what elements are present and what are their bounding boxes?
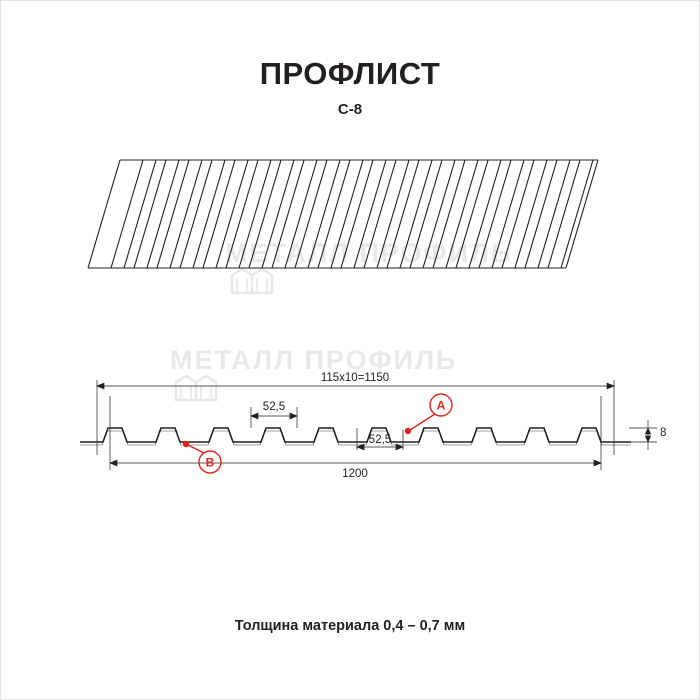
material-thickness-note: Толщина материала 0,4 – 0,7 мм [234,618,466,634]
dim-height-label: 8 [660,427,667,439]
dim-working-width [97,383,614,389]
dim-working-width-label: 115х10=1150 [320,372,390,384]
isometric-sheet-view [0,135,700,315]
cross-section-view [0,350,700,495]
dim-total-width [110,460,601,466]
watermark-text-top: МЕТАЛЛ ПРОФИЛЬ [225,238,513,268]
page-title: ПРОФЛИСТ [259,56,441,91]
callout-b-label: B [205,455,215,470]
watermark-text-bottom: МЕТАЛЛ ПРОФИЛЬ [170,345,458,375]
model-label: С-8 [337,101,363,118]
dim-pitch-bottom-label: 52,5 [368,434,392,446]
callout-b[interactable] [183,441,221,473]
dim-total-width-label: 1200 [342,468,368,480]
dim-height [645,420,650,450]
callout-a-label: A [436,398,446,413]
dim-pitch-top-label: 52,5 [262,401,286,413]
